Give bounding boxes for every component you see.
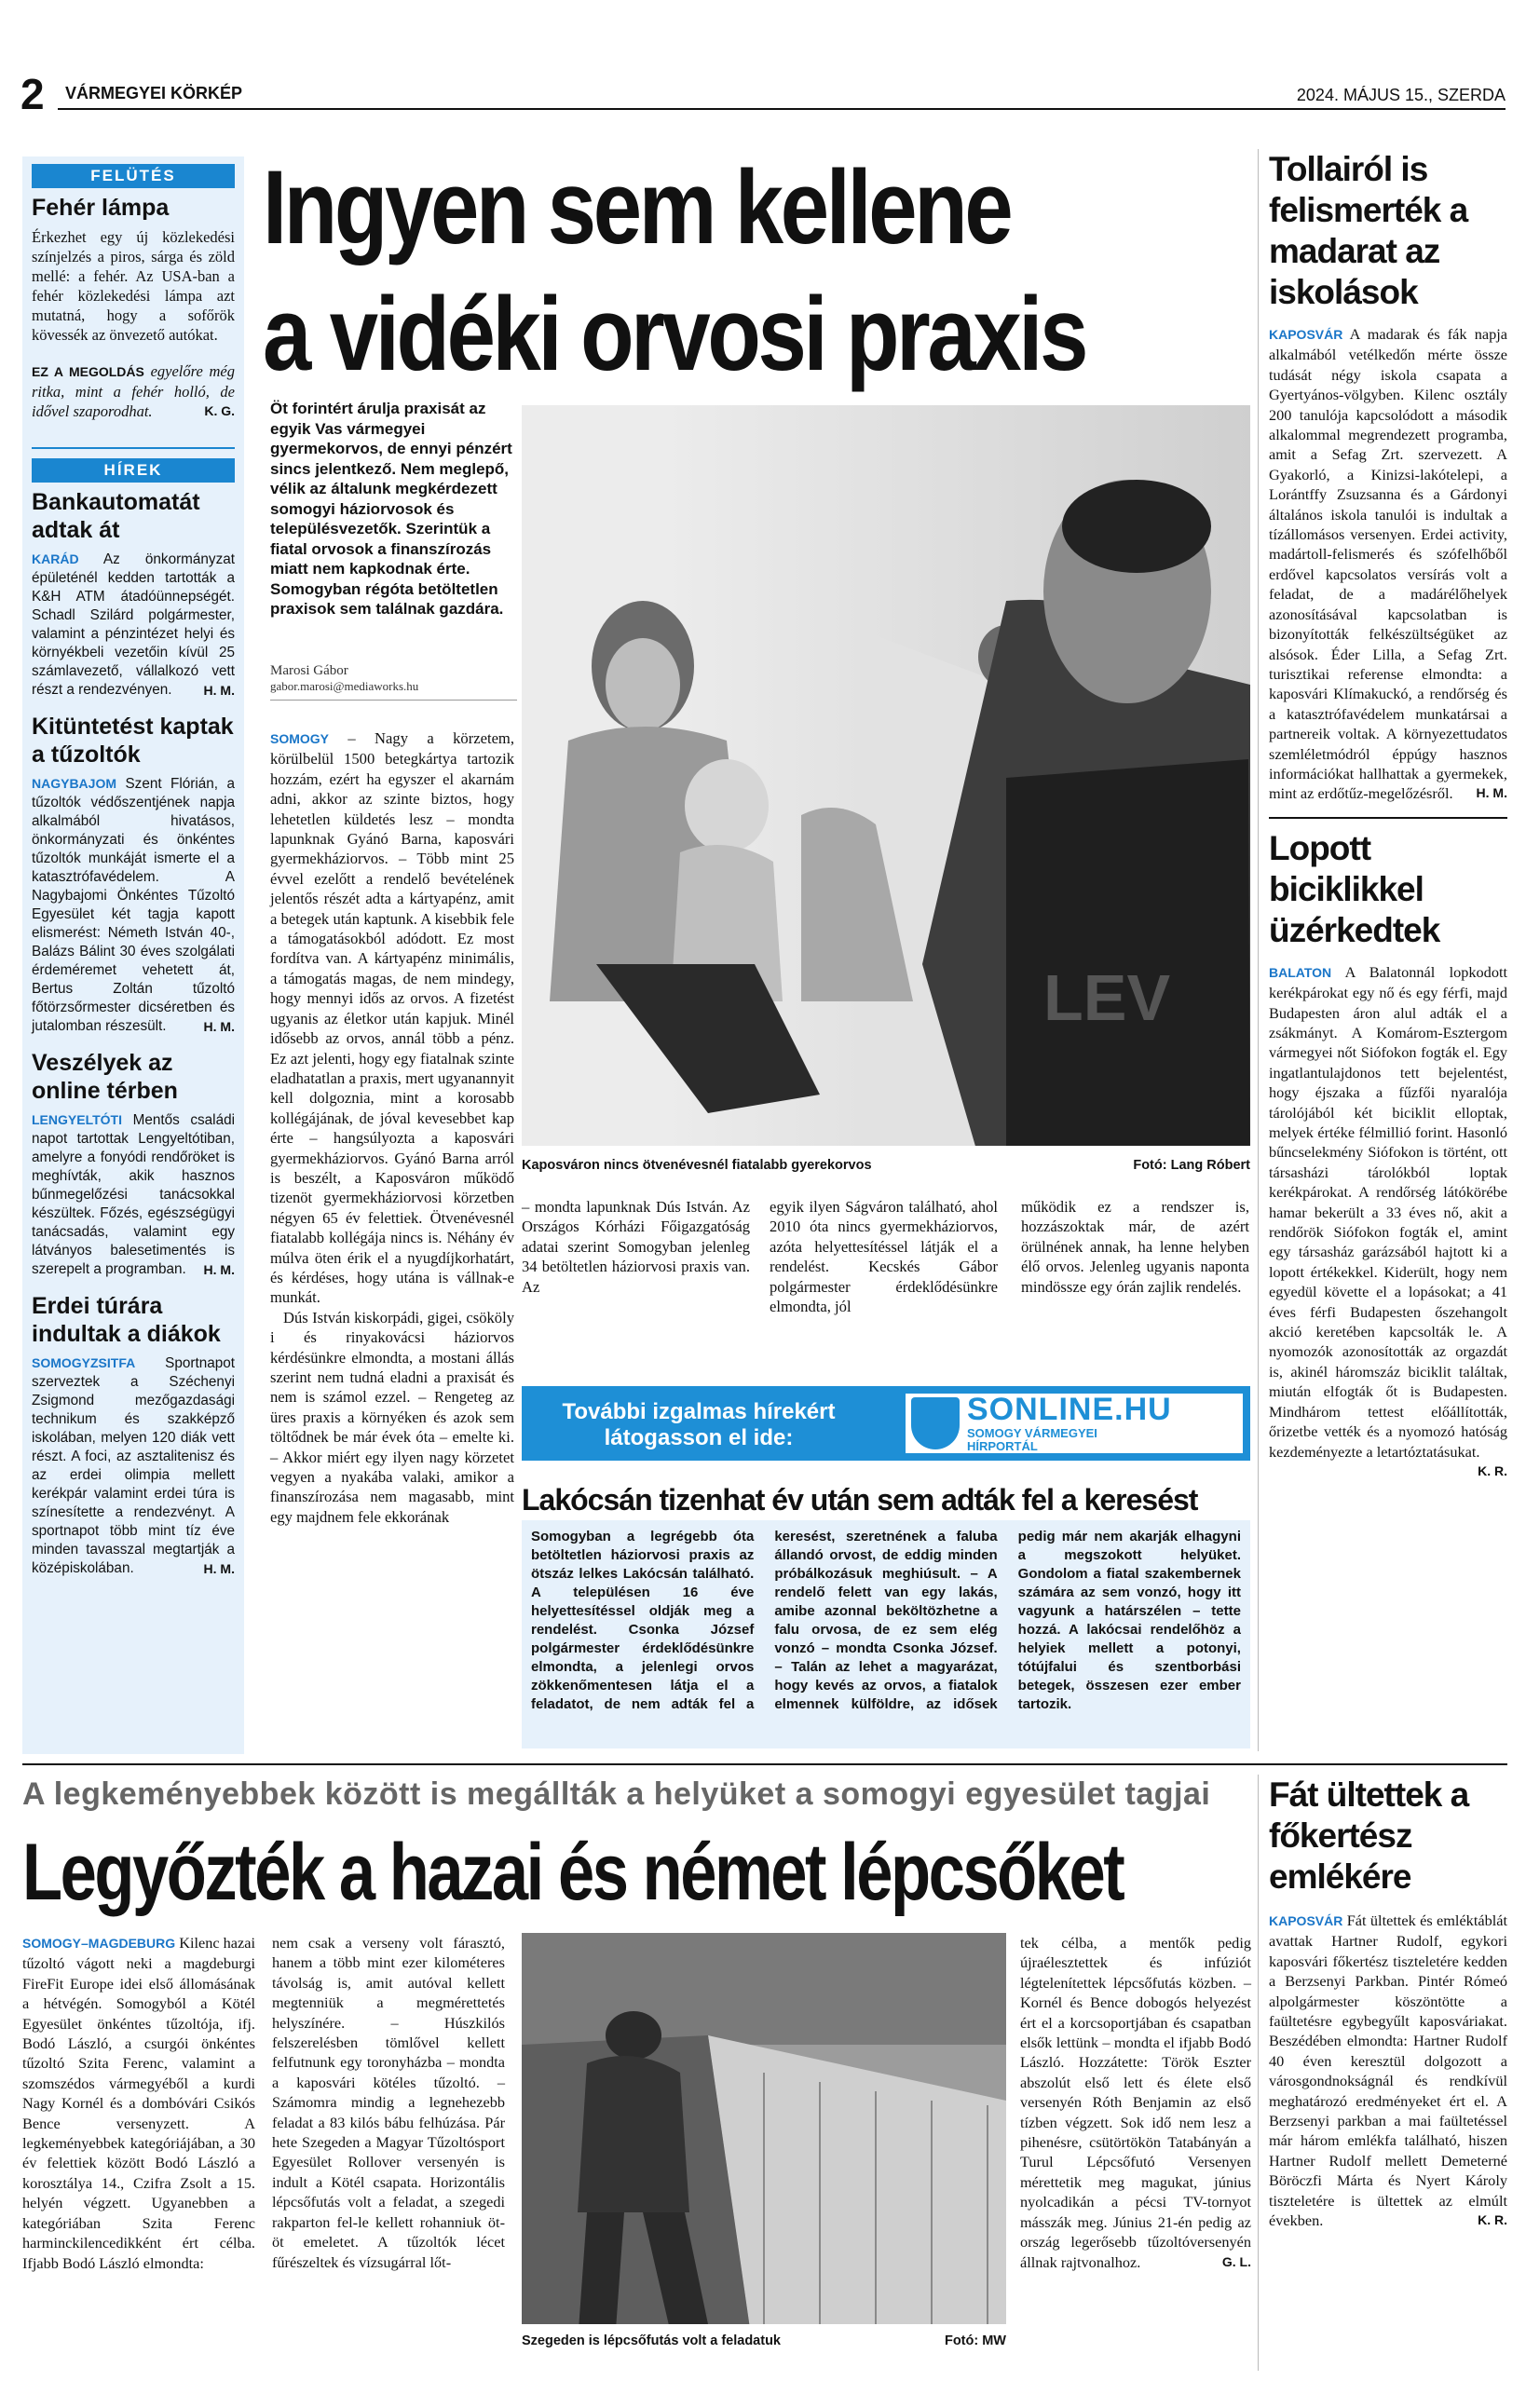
second-column-3: tek célba, a mentők pedig újraélesztettek és infúziót légtelenítettek lépcsőfutás közben. – Kornél és Bence dobogós helyezést ért el a korcsoportjában és csapatban elsők lettünk – mondta el ifjabb Bodó László. Hozzátette: Török Eszter abszolút első lett és élete első versenyén Róth Benjamin az első tízben végzett. Sok idő nem lesz a pihenésre, csütörtökön Tatabányán a Turul Lépcsőfutó Versenyen mérettetik meg magukat, június nyolcadikán a pécsi TV-tornyot másszák meg. Június 21-én pedig az ország legerősebb tűzoltóversenyén állnak rajtvonalhoz. G. L. [1020, 1934, 1251, 2271]
header-rule [58, 108, 1506, 110]
svg-text:LEV: LEV [1043, 961, 1171, 1034]
right-article-title: Lopott biciklikkel üzérkedtek [1269, 828, 1440, 949]
main-column-3: egyik ilyen Ságváron található, ahol 2010 óta nincs gyermekháziorvos, azóta helyettesítéssel látják el a rendelést. Kecskés Gábor polgármester érdeklődésünkre elmondta, jól [770, 1198, 998, 1316]
sonline-banner[interactable] [522, 1386, 1250, 1461]
felutes-note: EZ A MEGOLDÁS egyelőre még ritka, mint a fehér holló, de idővel szaporodhat. K. G. [32, 362, 235, 420]
main-column-2: – mondta lapunknak Dús István. Az Országos Kórházi Főigazgatóság adatai szerint Somogyban jelenleg 34 betöltetlen háziorvosi praxis van. Az [522, 1198, 750, 1296]
right-article-text: KAPOSVÁR Fát ültettek és emléktáblát avattak Hartner Rudolf, egykori kaposvári főkertész tiszteletére kedden a Berzsenyi Parkban. Pintér Rómeó alpolgármester köszöntötte a faültetésre egybegyűlt kaposváriakat. Beszédében elmondta: Hartner Rudolf 40 éven keresztül dolgozott a városgondnokságnál és rendkívül meghatározó eredményeket ért el. A Berzsenyi parkban a mai faültetéssel már három emlékfa található, hiszen Hartner Rudolf mellett Demeterné Böröczfi Márta és Nyert Károly tiszteletére is ültettek az elmúlt években. K. R. [1269, 1911, 1507, 2230]
main-column-1: SOMOGY – Nagy a körzetem, körülbelül 1500 betegkártya tartozik hozzám, ezért ha egyszer el akarnám adni, akkor az szinte biztos, hogy lehetetlen küldetés lesz – mondta lapunknak Gyánó Barna, kaposvári gyermekháziorvos. – Több mint 25 évvel ezelőtt a rendelő bevételének jelentős részét adta a kártyapénz, amit a betegek után kaptunk. A kisebbik fele a támogatásokból adódott. Ez most fordítva van. A kártyapénz minimális, a támogatás magas, de nem mindegy, hogy mennyi idős az orvos. A fizetést ugyanis az életkor után kapjuk. Minél idősebb az orvos, annál több a pénz. Ez azt jelenti, hogy egy fiatalnak szinte eladhatatlan a praxis, mert ugyanannyit kell dolgoznia, mint a korosabb kollégájának, de jóval kevesebbet kap érte – hangsúlyozta a kaposvári gyermekháziorvos. Gyánó Barna arról is beszélt, a Kaposváron működő tizenöt gyermekháziorvosi körzetben négyen 65 év felettiek. Ötvenévesnél fiatalabb kollégája nincs is. Néhány év múlva öten érik el a nyugdíjkorhatárt, és kérdéses, hogy utána is vállnak-e munkát. Dús István kiskorpádi, gigei, csököly i és rinyakovácsi háziorvos kérdésünkre elmondta, a mostani állás szerint nem tudná eladni a praxisát és nem is számol ezzel. – Rengeteg az üres praxis a környéken és azok sem töltődnek be már évek óta – emelte ki. – Akkor miért egy ilyen nagy körzetet vegyen a nyakába valaki, amikor a finanszírozása nem magasabb, mint egy majdnem fele ekkorának [270, 729, 514, 1526]
main-headline: Ingyen sem kellene a vidéki orvosi praxis [263, 149, 1086, 392]
right-article-title: Tollairól is felismerték a madarat az iskolások [1269, 150, 1468, 311]
section-title: VÁRMEGYEI KÖRKÉP [65, 84, 243, 102]
felutes-tag: FELÜTÉS [32, 164, 235, 188]
issue-date: 2024. MÁJUS 15., SZERDA [1296, 86, 1506, 104]
sub-article-box [522, 1520, 1250, 1748]
second-photo [522, 1933, 1006, 2361]
banner-brand: SONLINE.HU [967, 1392, 1172, 1427]
tree-article [1269, 1775, 1507, 2231]
photo-credit: Fotó: MW [944, 2333, 1006, 2348]
photo-caption: Szegeden is lépcsőfutás volt a feladatuk [522, 2333, 781, 2348]
news-title: Kitüntetést kaptak a tűzoltók [32, 714, 234, 768]
felutes-text: Érkezhet egy új közlekedési színjelzés a piros, sárga és zöld mellé: a fehér. Az USA-ban a fehér közlekedési lámpa azt mutatná, hogy a sofőrök kövessék az önvezető autókat. [32, 228, 235, 344]
main-photo [522, 405, 1250, 1188]
news-text: KARÁD Az önkormányzat épületénél kedden tartották a K&H ATM átadóünnepségét. Schadl Szilárd polgármester, valamint a pénzintézet helyi és környékbeli vezetőin kívül 25 számlavezető, vállalkozó vett részt a rendezvényen. H. M. [32, 551, 235, 698]
shield-icon [911, 1397, 960, 1449]
news-text: SOMOGYZSITFA Sportnapot szerveztek a Széchenyi Zsigmond mezőgazdasági technikum és szakképző iskolában, melyen 120 diák vett részt. A foci, az asztalitenisz és az erdei olimpia mellett kerékpár valamint erdei túra is színesítette a rendezvényt. A sportnapot több mint tíz éve minden tavasszal megtartják a középiskolában. H. M. [32, 1355, 235, 1576]
sub-article-text: Somogyban a legrégebb óta betöltetlen háziorvosi praxis az ötszáz lelkes Lakócsán található. A településen 16 éve helyettesítéssel oldják meg a rendelést. Csonka József polgármester érdeklődésünkre elmondta, a jelenlegi orvos zökkenőmentesen látja el a feladatot, de nem adták fel a keresést, szeretnének a faluba állandó orvost, de eddig minden próbálkozásuk meghiúsult. – A rendelő felett van egy lakás, amibe azonnal beköltözhetne a falu orvosa, de ez sem elég vonzó – mondta Csonka József. – Talán az lehet a magyarázat, hogy kevés az orvos, a fiatalok elmennek külföldre, az idősek pedig már nem akarják elhagyni a megszokott helyüket. Gondolom a fiatal szakembernek számára az sem vonzó, hogy itt vagyunk a határszélen – tette hozzá. A lakócsai rendelőhöz a helyiek mellett a potonyi, tótújfalui és szentborbási betegek, összesen ezer ember tartozik. [531, 1529, 1241, 1712]
author-byline: Marosi Gábor gabor.marosi@mediaworks.hu [270, 663, 517, 701]
news-title: Bankautomatát adtak át [32, 489, 200, 543]
right-article-title: Fát ültettek a főkertész emlékére [1269, 1775, 1469, 1896]
banner-sub: SOMOGY VÁRMEGYEI HÍRPORTÁL [967, 1426, 1097, 1453]
right-article-text: KAPOSVÁR A madarak és fák napja alkalmából vetélkedőn mérte össze tudását négy iskola csapata a Gyertyános-völgyben. Kilenc osztály 200 tanulója kapcsolódott a második alkalommal megrendezett programba, amit a Sefag Zrt. szervezett. A Gyakorló, a Kinizsi-lakótelepi, a Lorántffy Zsuzsanna és a Gárdonyi általános iskola tanulói is indultak a tízállomásos versenyen. Erdei activity, madártoll-felismerés és szófelhőből erdővel kapcsolatos versírás volt a feladat, de a madárélőhelyek azonosításával kapcsolatban is bizonyították felkészültségüket az alsósok. Éder Lilla, a Sefag Zrt. turisztikai referense elmondta: a kaposvári Klímakuckó, a rendőrség és a katasztrófavédelem munkatársai a partnereik voltak. A környezettudatos szemléletmódról éppúgy hasznos információkat hallhattak a gyermekek, mint az erdőtűz-megelőzésről. H. M. [1269, 325, 1508, 803]
news-text: NAGYBAJOM Szent Flórián, a tűzoltók védőszentjének napja alkalmából hivatásos, önkormányzati és önkéntes tűzoltók munkáját ismerte el a katasztrófavédelem. A Nagybajomi Önkéntes Tűzoltó Egyesület két tagja kapott elismerést: Németh István 40-, Balázs Bálint 30 éves szolgálati érdeméremet vehetett át, Bertus Zoltán tűzoltó főtörzsőrmester dicséretben és jutalomban részesült. H. M. [32, 776, 235, 1034]
hirek-tag: HÍREK [32, 458, 235, 483]
news-text: LENGYELTÓTI Mentős családi napot tartottak Lengyeltótiban, amelyre a fonyódi rendőröket is meghívták, akik hasznos bűnmegelőzési tanácsokkal készültek. Főzés, egészségügyi tanácsadás, valamint egy látványos balesetimentés is szerepelt a programban. H. M. [32, 1112, 235, 1277]
left-sidebar [22, 156, 244, 1754]
second-kicker: A legkeményebbek között is megállták a helyüket a somogyi egyesület tagjai [22, 1776, 1211, 1812]
news-title: Erdei túrára indultak a diákok [32, 1293, 221, 1347]
main-column-4: működik ez a rendszer is, hozzászoktak már, de azért örülnének annak, ha lenne helyben élő orvos. Jelenleg ugyanis naponta mindössze egy órán zajlik rendelés. [1021, 1198, 1249, 1296]
photo-credit: Fotó: Lang Róbert [1133, 1158, 1250, 1173]
banner-text: További izgalmas hírekért látogasson el ide: [562, 1399, 836, 1450]
right-column [1269, 149, 1507, 1481]
photo-caption: Kaposváron nincs ötvenévesnél fiatalabb gyerekorvos [522, 1158, 872, 1173]
main-lead: Öt forintért árulja praxisát az egyik Vas vármegyei gyermekorvos, de ennyi pénzért sincs jelentkező. Nem meglepő, vélik az általunk megkérdezett somogyi háziorvosok és településvezetők. Szerintük a fiatal orvosok a finanszírozás miatt nem kapkodnak érte. Somogyban régóta betöltetlen praxisok sem találnak gazdára. [270, 400, 512, 618]
second-column-2: nem csak a verseny volt fárasztó, hanem a több mint ezer kilométeres távolság is, amit autóval kellett megtenniük a megmérettetés helyszínére. – Húszkilós felszerelésben tömlővel kellett felfutnunk egy toronyházba – mondta a kaposvári kötéles tűzoltó. – Számomra mindig a legnehezebb feladat a 83 kilós bábu felhúzása. Pár hete Szegeden a Magyar Tűzoltósport Egyesület Rollover versenyén is indult a Kötél csapata. Horizontális lépcsőfutás volt a feladat, a szegedi rakparton fel-le kellett rohanniuk öt-öt emeletet. A tűzoltók lécet fűrészeltek és vízsugárral lőt- [272, 1934, 505, 2271]
page-number: 2 [20, 70, 45, 118]
second-column-1: SOMOGY–MAGDEBURG Kilenc hazai tűzoltó vágott neki a magdeburgi FireFit Europe idei első állomásának a hétvégén. Somogyból a Kötél Egyesület önkéntes tűzoltója, ifj. Bodó László, a csurgói önkéntes tűzoltó Szita Ferenc, valamint a szomszédos vármegyéből a kurdi Nagy Kornél és a dombóvári Csikós Bence versenyzett. A legkeményebbek kategóriájában, a 30 év felettiek között Bodó László a korosztálya 14., Czifra Zsolt a 15. helyén végzett. Ugyanebben a kategóriában Szita Ferenc harminckilencedikként ért célba. Ifjabb Bodó László elmondta: [22, 1934, 256, 2272]
felutes-title: Fehér lámpa [32, 195, 170, 221]
sub-article-title: Lakócsán tizenhat év után sem adták fel a keresést [522, 1483, 1198, 1517]
news-title: Veszélyek az online térben [32, 1050, 178, 1104]
second-headline: Legyőzték a hazai és német lépcsőket [22, 1828, 1124, 1917]
right-article-text: BALATON A Balatonnál lopkodott kerékpárokat egy nő és egy férfi, majd Budapesten áron alul adták el a zsákmányt. A Komárom-Esztergom vármegyei nőt Siófokon fogták el. Egy ingatlantulajdonos tett bejelentést, hogy éjszaka a fűzfői nyaralója tárolójából két biciklit elloptak, melyek értéke félmillió forint. Hasonló bűncselekmény Siófokon is történt, ott társasházi tárolókból loptak kerékpárokat. A rendőrség látókörébe hamar bekerült a 33 éves nő, akit a rendőrök Siófokon fogták el, amint egy társasház garázsából hajtott ki a lopott értékekkel. Kiderült, hogy nem egyedül követte el a lopásokat; a 41 éves férfi Budapesten őszehangolt akció keretében kapcsolták le. A nyomozók azonosították az orgazdát is, akinél háromszáz biciklit találtak, miután elfogták őt is Budapesten. Mindhárom tettest előállították, őrizetbe vették és a nyomozó hatóság kezdeményezte a letartóztatásukat. K. R. [1269, 962, 1508, 1478]
